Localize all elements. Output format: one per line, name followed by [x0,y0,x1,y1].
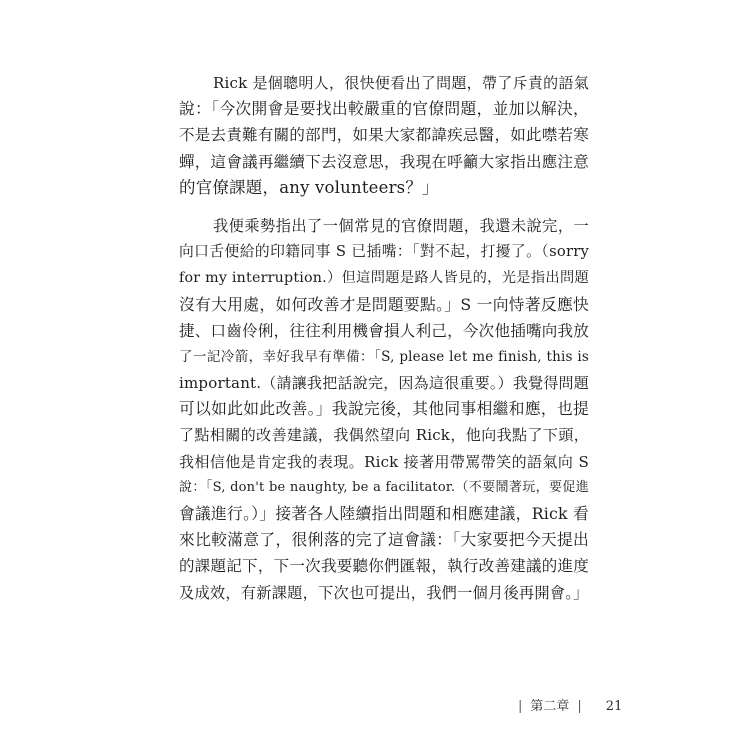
paragraph-1 [179,70,589,201]
page-number: 21 [605,699,623,714]
text-line: 及成效，有新課題，下次也可提出，我們一個月後再開會。」 [179,583,589,602]
text-line: 說：「S, don't be naughty, be a facilitator.（不要鬧著玩，要促進 [179,479,589,495]
paragraph-2 [179,213,589,606]
text-line: 的官僚課題，any volunteers？」 [179,177,439,197]
text-line: 我便乘勢指出了一個常見的官僚問題，我還未說完，一 [213,216,589,235]
text-line: 來比較滿意了，很俐落的完了這會議：「大家要把今天提出 [179,530,589,550]
text-line: 會議進行。）」接著各人陸續指出問題和相應建議，Rick 看 [179,504,589,523]
footer-separator-left: | [518,699,523,714]
text-line: 沒有大用處，如何改善才是問題要點。」S 一向恃著反應快 [179,294,589,314]
text-line: for my interruption.）但這問題是路人皆見的，光是指出問題 [179,270,589,287]
text-line: 蟬，這會議再繼續下去沒意思，我現在呼籲大家指出應注意 [179,152,589,171]
text-line: Rick 是個聰明人，很快便看出了問題，帶了斥責的語氣 [213,74,589,92]
text-line: 不是去責難有關的部門，如果大家都諱疾忌醫，如此噤若寒 [179,126,589,145]
text-line: 了點相關的改善建議，我偶然望向 Rick，他向我點了下頭， [179,426,589,445]
body-text [179,70,589,606]
text-line: important.（請讓我把話說完，因為這很重要。）我覺得問題 [179,374,589,393]
chapter-label: 第二章 [530,699,570,714]
text-line: 了一記冷箭，幸好我早有準備：「S, please let me finish, this is [179,348,589,365]
footer-separator-right: | [577,699,582,714]
text-line: 向口舌便給的印籍同事 S 已插嘴：「對不起，打擾了。（sorry [179,243,589,261]
text-line: 捷、口齒伶俐，往往利用機會損人利己，今次他插嘴向我放 [179,321,589,340]
text-line: 說：「今次開會是要找出較嚴重的官僚問題，並加以解決， [179,99,589,119]
text-line: 的課題記下，下一次我要聽你們匯報，執行改善建議的進度 [179,557,589,576]
text-line: 我相信他是肯定我的表現。Rick 接著用帶罵帶笑的語氣向 S [179,452,589,471]
text-line: 可以如此如此改善。」我說完後，其他同事相繼和應，也提 [179,399,589,419]
page-footer [510,699,622,715]
